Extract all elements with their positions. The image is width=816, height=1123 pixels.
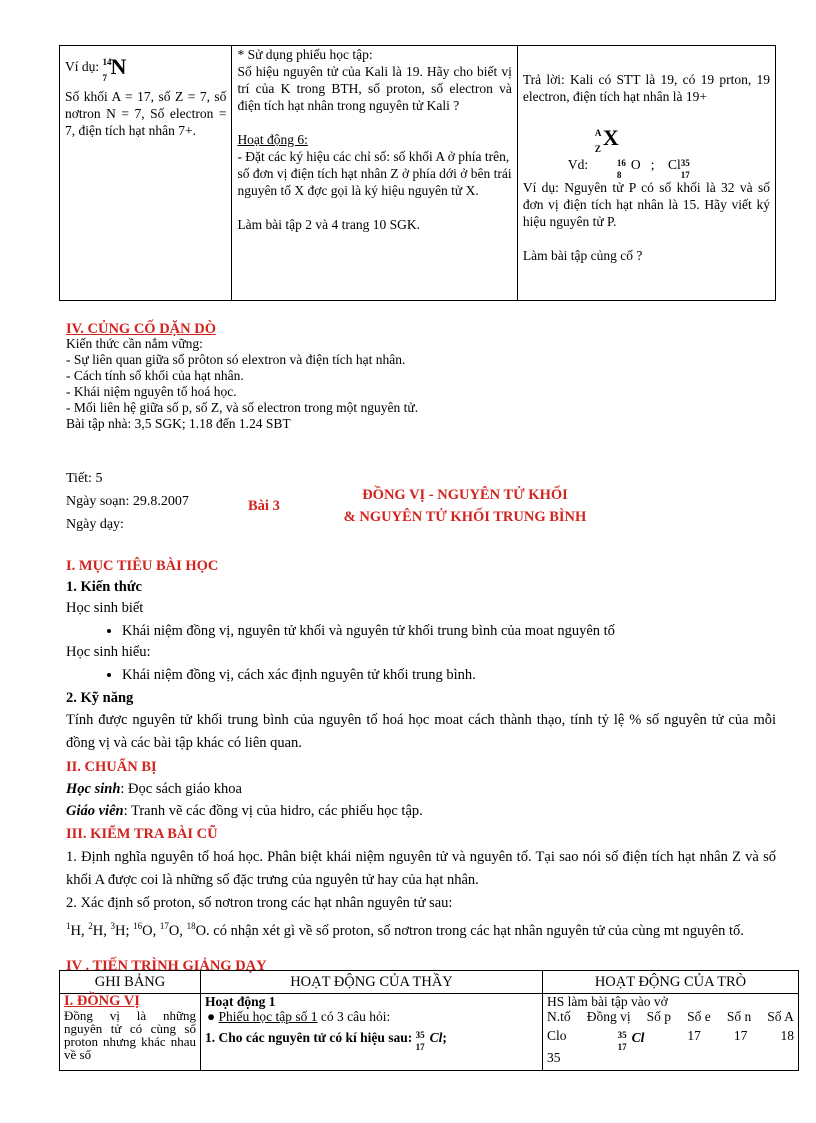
consolidate-text: Làm bài tập củng cố ? [522, 248, 643, 263]
isotope-list [66, 923, 206, 939]
period: Tiết: 5 [66, 471, 103, 486]
isotope-5: $^{18}$O [186, 921, 207, 939]
teacher-label: Giáo viên [66, 803, 124, 819]
know-item: • Khái niệm đồng vị, nguyên tử khối và nguyên tử khối trung bình của moat nguyên tố [122, 621, 776, 642]
isotope-3: $^{16}$O, [133, 921, 160, 939]
objectives-title: I. MỤC TIÊU BÀI HỌC [66, 558, 219, 574]
board-cell [60, 994, 201, 1071]
student-label: Học sinh [66, 781, 121, 797]
review-q2-isotopes: $^1$H, $^2$H, $^3$H; $^{16}$O, $^{17}$O, $^{18}$O. có nhận xét gì về số proton, số nơtron trong các hạt nhân nguyên tử của cùng mt nguyên tố. [66, 921, 744, 939]
activity-title: Hoạt động 6: [237, 132, 308, 147]
top-col-3: Trả lời: Kali có STT là 19, có 19 prton, 19 electron, điện tích hạt nhân là 19+ A Z X Vd: 16 8 O ; Cl 35 17 Ví dụ: Nguyên tử P có số khối là 32 và số đơn vị điện tích hạt nhân là 15. Hãy viết ký hiệu nguyên tử P. Làm bài tập củng cố ? [517, 46, 775, 301]
teacher-cell: Hoạt động 1 ● Phiếu học tập số 1 có 3 câu hỏi: 1. Cho các nguyên tử có kí hiệu sau: 35 17 Cl; [201, 994, 543, 1071]
student-cell [543, 994, 799, 1071]
prep-title: II. CHUẨN BỊ [66, 759, 157, 775]
section-iv-title: IV. CỦNG CỐ DẶN DÒ [66, 321, 216, 337]
objectives-section [66, 556, 776, 755]
isotope-2: $^3$H; [110, 921, 134, 939]
student-table-row: Clo 35 17 Cl 17 17 18 [547, 1028, 794, 1052]
phosphorus-example: Ví dụ: Nguyên tử P có số khối là 32 và số đơn vị điện tích hạt nhân là 15. Hãy viết ký hiệu nguyên tử P. [522, 180, 770, 229]
question-1: 1. Cho các nguyên tử có kí hiệu sau: [205, 1030, 413, 1046]
prep-section: II. CHUẨN BỊ Học sinh: Đọc sách giáo khoa Giáo viên: Tranh vẽ các đồng vị của hidro, các phiếu học tập. [66, 756, 776, 822]
isotope-0: $^1$H, [66, 921, 89, 939]
top-col-1 [60, 46, 232, 301]
isotope-definition: Đồng vị là những nguyên tử có cùng số proton nhưng khác nhau về số [64, 1008, 196, 1062]
section-iv-lines: Kiến thức cần nắm vững: - Sự liên quan giữa số prôton só elextron và điện tích hạt nhân. - Cách tính số khối của hạt nhân. - Khái niệm nguyên tố hoá học. - Mối liên hệ giữa số p, số Z, và số electron trong một nguyên tử. Bài tập nhà: 3,5 SGK; 1.18 đến 1.24 SBT [66, 336, 419, 431]
isotope-title: I. ĐỒNG VỊ [64, 993, 140, 1009]
process-title: IV . TIẾN TRÌNH GIẢNG DẠY [66, 958, 267, 974]
example-label: Ví dụ: [65, 59, 100, 75]
vd-label: Vd: [567, 157, 589, 173]
sheet-line: * Sử dụng phiếu học tập: [237, 47, 373, 62]
homework-text: Làm bài tập 2 và 4 trang 10 SGK. [237, 217, 421, 232]
lesson-number: Bài 3 [248, 498, 280, 514]
chlorine-symbol: Cl [667, 157, 681, 173]
review-q1: 1. Định nghĩa nguyên tố hoá học. Phân biệt khái niệm nguyên tử và nguyên tố. Tại sao nói số điện tích hạt nhân Z và số khối A được coi là những số đặc trưng của nguyên tử hay của hạt nhân. [66, 849, 776, 888]
review-title: III. KIỂM TRA BÀI CŨ [66, 826, 218, 842]
nitrogen-description: Số khối A = 17, số Z = 7, số nơtron N = 7, Số electron = 7, điện tích hạt nhân 7+. [65, 89, 227, 138]
isotope-4: $^{17}$O, [159, 921, 187, 939]
prepared-date: Ngày soạn: 29.8.2007 [66, 494, 189, 509]
student-instruction: HS làm bài tập vào vở [547, 994, 668, 1009]
activity-1-title: Hoạt động 1 [205, 994, 276, 1009]
oxygen-symbol: 16 8 [616, 158, 626, 180]
header-student: HOẠT ĐỘNG CỦA TRÒ [543, 971, 799, 994]
isotope-1: $^2$H, [88, 921, 111, 939]
knowledge-title: 1. Kiến thức [66, 579, 142, 595]
review-section [66, 823, 776, 943]
header-teacher: HOẠT ĐỘNG CỦA THẦY [201, 971, 543, 994]
top-lesson-table [59, 45, 776, 301]
student-row-a: 35 [547, 1050, 561, 1065]
header-board: GHI BẢNG [60, 971, 201, 994]
kali-answer: Trả lời: Kali có STT là 19, có 19 prton, 19 electron, điện tích hạt nhân là 19+ [522, 72, 770, 104]
lesson-title: ĐỒNG VỊ - NGUYÊN TỬ KHỐI & NGUYÊN TỬ KHỐI TRUNG BÌNH [343, 487, 587, 525]
activity-text: - Đặt các ký hiệu các chỉ số: số khối A ở phía trên, số đơn vị điện tích hạt nhân Z ở phía dới ở bên trái nguyên tố X đợc gọi là ký hiệu nguyên tử X. [237, 149, 512, 198]
process-table [59, 970, 799, 1071]
skill-title: 2. Kỹ năng [66, 690, 134, 706]
generic-atom-symbol: A Z X [594, 125, 619, 154]
worksheet-1-link: Phiếu học tập số 1 [218, 1009, 318, 1024]
lesson-meta [66, 467, 189, 536]
review-q2: 2. Xác định số proton, số nơtron trong các hạt nhân nguyên tử sau: [66, 895, 453, 911]
student-table-header: N.tố Đồng vị Số p Số e Số n Số A [547, 1009, 794, 1024]
skill-text: Tính được nguyên tử khối trung bình của nguyên tố hoá học moat cách thành thạo, tính tỷ lệ % số nguyên tử của mỗi đồng vị và các bài tập khác có liên quan. [66, 712, 776, 751]
know-label: Học sinh biết [66, 600, 144, 616]
nitrogen-symbol: 14 7 N [102, 54, 127, 83]
taught-date: Ngày dạy: [66, 517, 124, 532]
understand-item: • Khái niệm đồng vị, cách xác định nguyên tử khối trung bình. [122, 665, 776, 686]
cl-symbol: Cl [429, 1030, 443, 1046]
understand-label: Học sinh hiểu: [66, 644, 151, 660]
top-col-2 [232, 46, 517, 301]
kali-question: Số hiệu nguyên tử của Kali là 19. Hãy cho biết vị trí của K trong BTH, số proton, số electron và điện tích hạt nhân trong nguyên tử Kali ? [237, 64, 512, 113]
